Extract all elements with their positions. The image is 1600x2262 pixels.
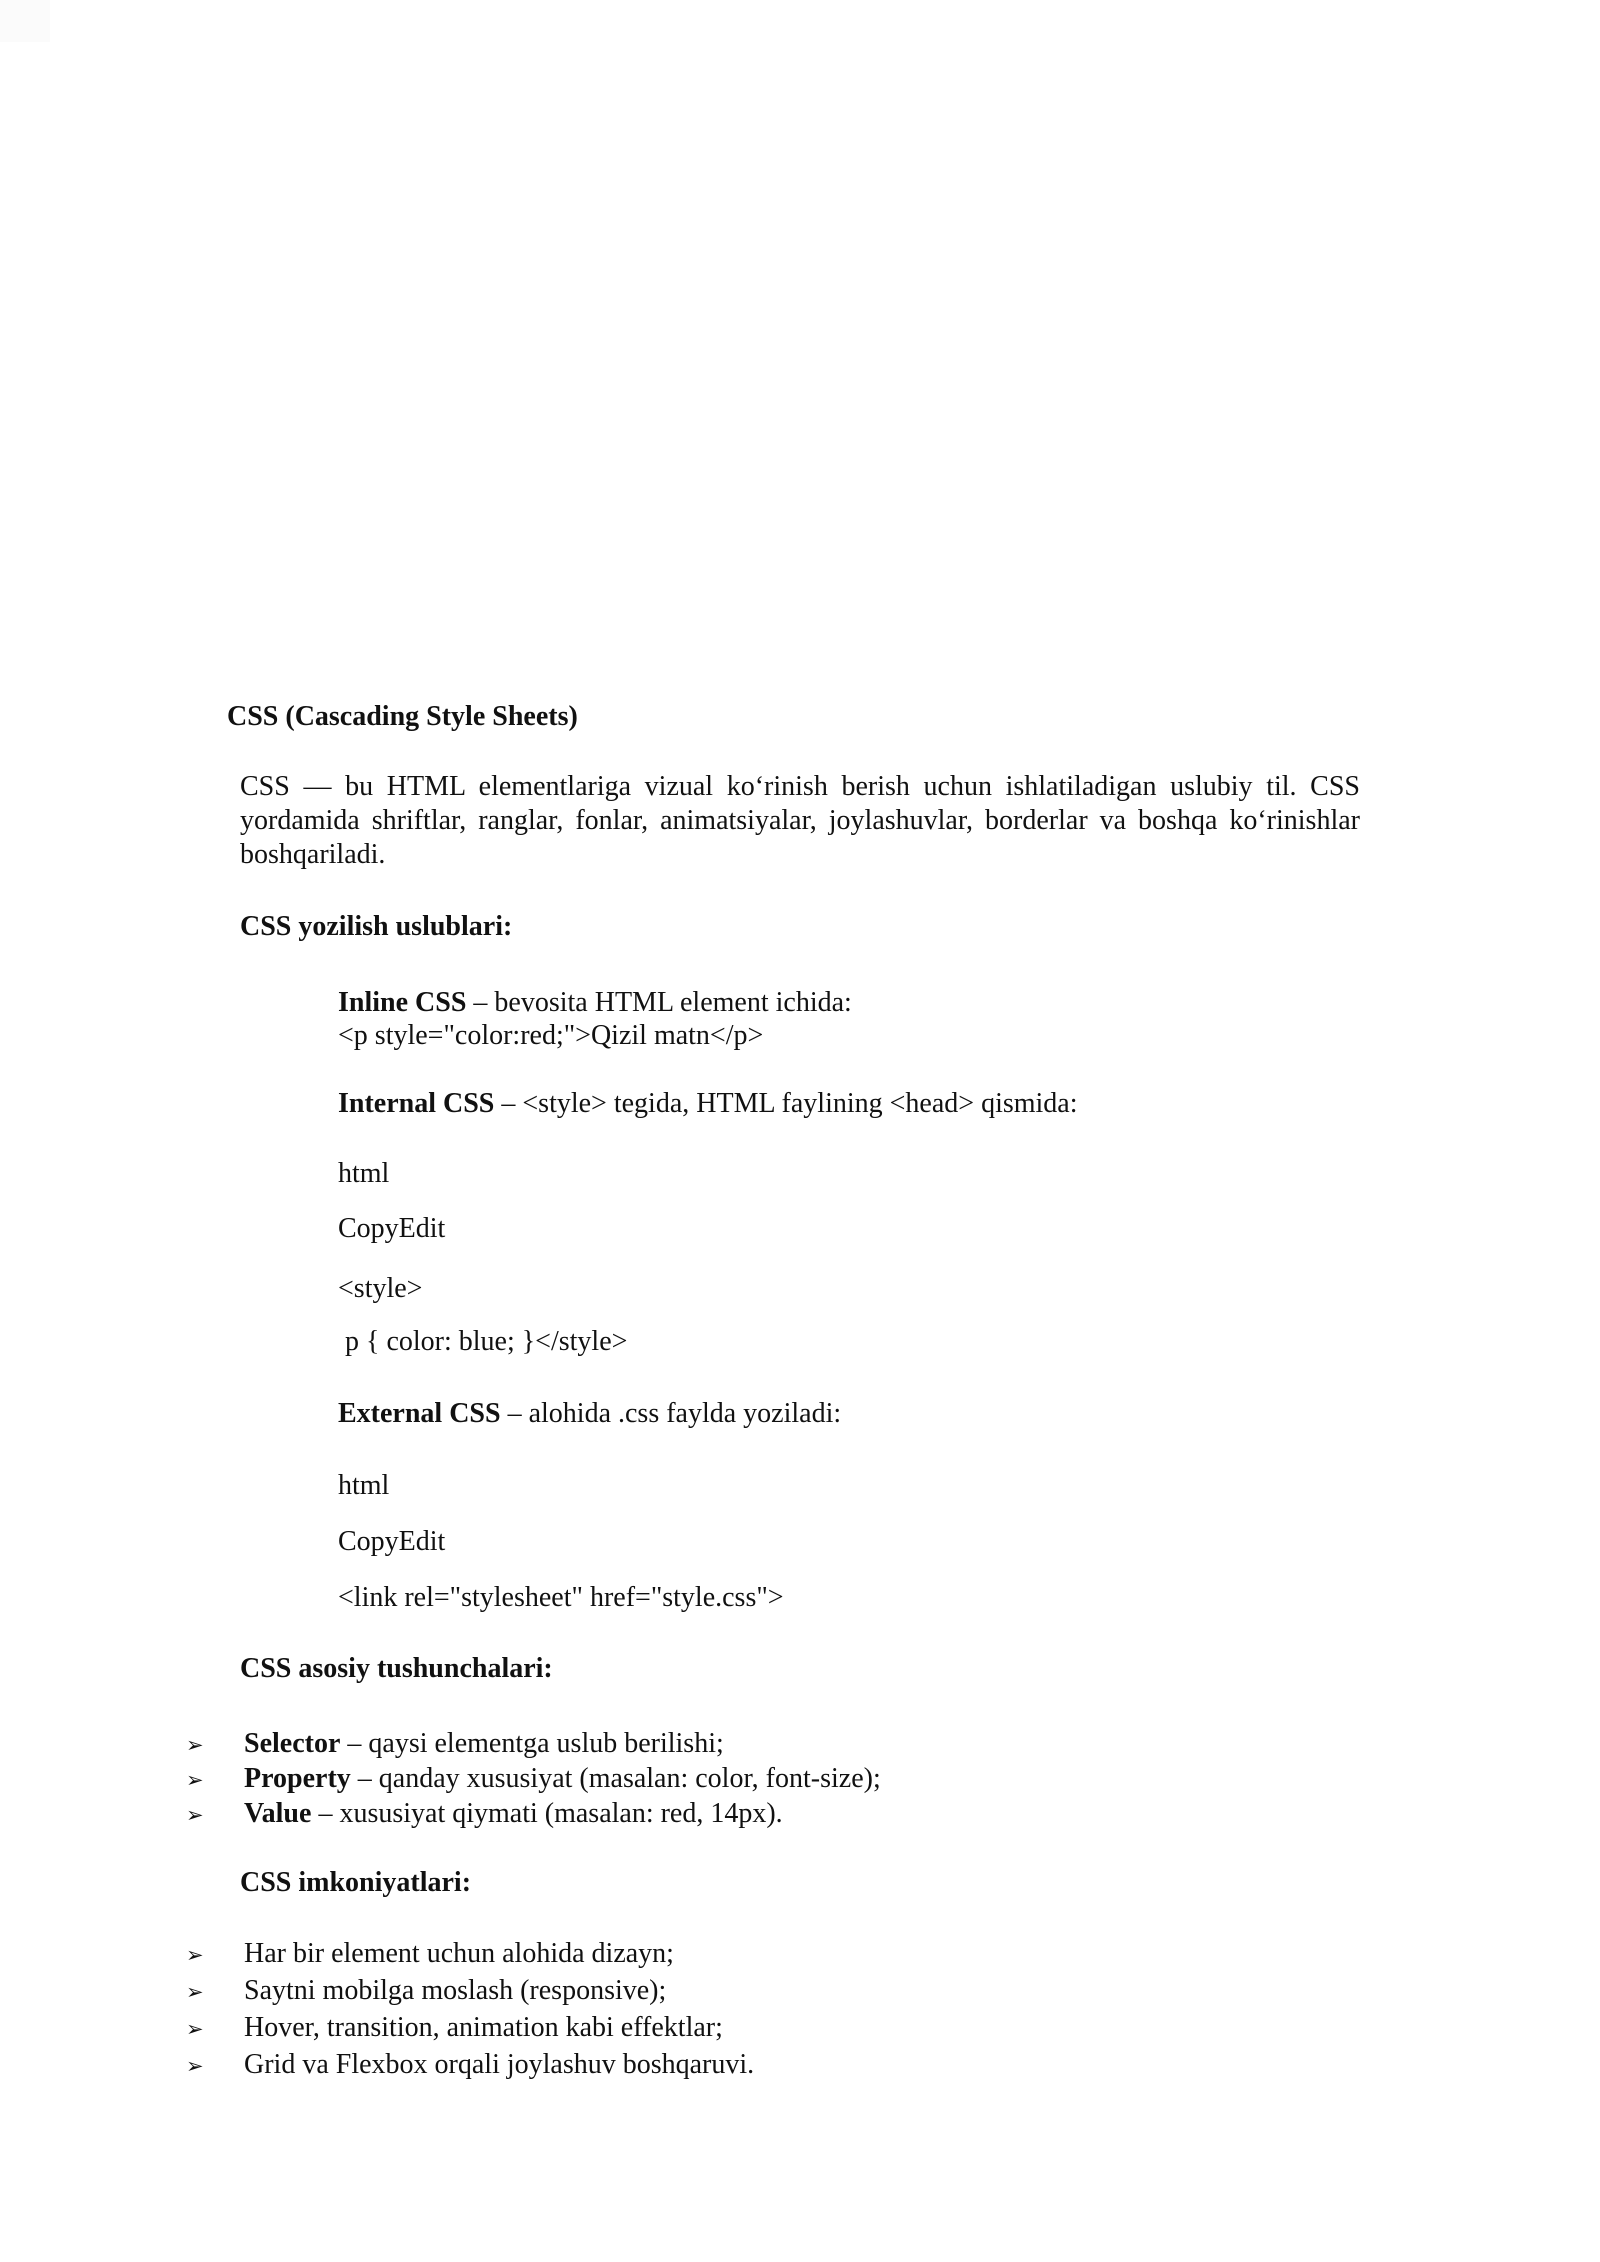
list-item-text: Hover, transition, animation kabi effektlar; (244, 2012, 723, 2043)
list-item-text: Har bir element uchun alohida dizayn; (244, 1938, 674, 1969)
external-css-label: External CSS (338, 1398, 501, 1429)
list-item-text: Grid va Flexbox orqali joylashuv boshqaruvi. (244, 2049, 755, 2080)
code-line-style-rule: p { color: blue; }</style> (338, 1326, 628, 1357)
section-heading-writing-styles: CSS yozilish uslublari: (240, 911, 513, 942)
concept-term: Value (244, 1798, 312, 1829)
arrowhead-bullet-icon: ➢ (186, 1733, 204, 1757)
arrowhead-bullet-icon: ➢ (186, 1768, 204, 1792)
internal-css-line (338, 1087, 1078, 1121)
list-item (186, 2010, 754, 2047)
inline-css-line (338, 986, 852, 1020)
document-title: CSS (Cascading Style Sheets) (227, 701, 578, 732)
list-item-text: Saytni mobilga moslash (responsive); (244, 1975, 667, 2006)
code-line-style-open: <style> (338, 1273, 423, 1304)
code-line-copyedit: CopyEdit (338, 1213, 446, 1244)
list-item (186, 2047, 754, 2084)
code-line-html: html (338, 1158, 390, 1189)
features-list (186, 1936, 754, 2084)
arrowhead-bullet-icon: ➢ (186, 1803, 204, 1827)
external-css-desc: – alohida .css faylda yoziladi: (500, 1398, 842, 1429)
concepts-list (186, 1727, 881, 1832)
list-item (186, 1973, 754, 2010)
inline-css-label: Inline CSS (338, 987, 467, 1018)
arrowhead-bullet-icon: ➢ (186, 1980, 204, 2004)
list-item-text (244, 1762, 881, 1796)
section-heading-features: CSS imkoniyatlari: (240, 1867, 472, 1898)
internal-css-label: Internal CSS (338, 1088, 495, 1119)
intro-paragraph: CSS — bu HTML elementlariga vizual ko‘rinish berish uchun ishlatiladigan uslubiy til. CSS yordamida shriftlar, ranglar, fonlar, animatsiyalar, joylashuvlar, borderlar va boshqa ko‘rinishlar boshqariladi. (240, 771, 1360, 870)
internal-css-desc: – <style> tegida, HTML faylining <head> qismida: (494, 1088, 1078, 1119)
code-line-html-2: html (338, 1470, 390, 1501)
list-item (186, 1727, 881, 1762)
code-line-copyedit-2: CopyEdit (338, 1526, 446, 1557)
list-item (186, 1762, 881, 1797)
section-heading-concepts: CSS asosiy tushunchalari: (240, 1653, 553, 1684)
list-item (186, 1797, 881, 1832)
concept-term: Selector (244, 1728, 341, 1759)
external-css-line (338, 1397, 841, 1431)
concept-desc: – qanday xususiyat (masalan: color, font-size); (350, 1763, 881, 1794)
inline-css-code: <p style="color:red;">Qizil matn</p> (338, 1020, 764, 1051)
list-item (186, 1936, 754, 1973)
arrowhead-bullet-icon: ➢ (186, 2054, 204, 2078)
inline-css-desc: – bevosita HTML element ichida: (466, 987, 852, 1018)
arrowhead-bullet-icon: ➢ (186, 1943, 204, 1967)
list-item-text (244, 1797, 881, 1831)
concept-term: Property (244, 1763, 351, 1794)
code-line-link-stylesheet: <link rel="stylesheet" href="style.css"> (338, 1582, 784, 1613)
page-corner-artifact (0, 0, 50, 42)
arrowhead-bullet-icon: ➢ (186, 2017, 204, 2041)
list-item-text (244, 1727, 881, 1761)
concept-desc: – qaysi elementga uslub berilishi; (340, 1728, 724, 1759)
concept-desc: – xususiyat qiymati (masalan: red, 14px). (311, 1798, 783, 1829)
